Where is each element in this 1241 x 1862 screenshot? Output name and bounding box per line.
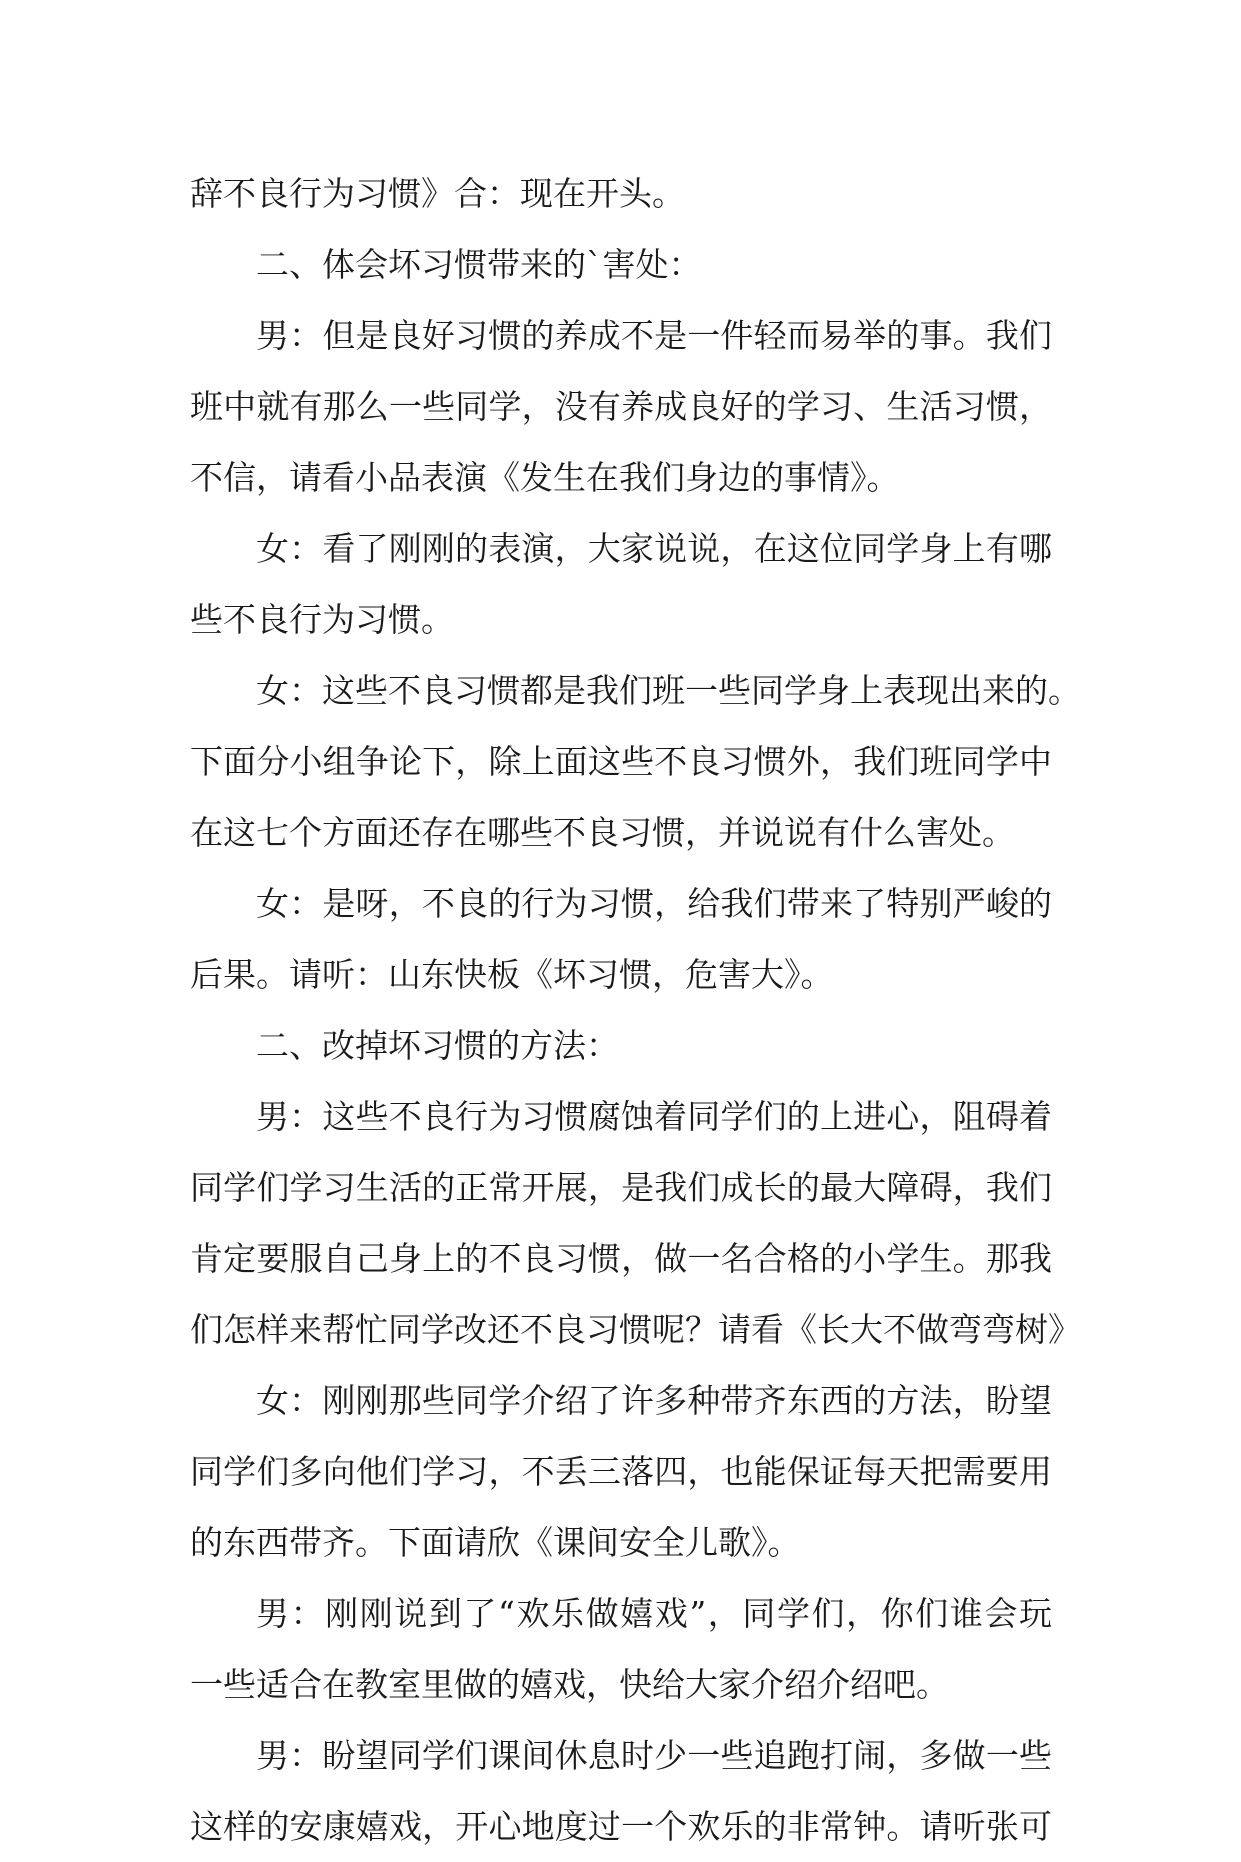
text-line: 在这七个方面还存在哪些不良习惯，并说说有什么害处。 xyxy=(190,813,1015,852)
text-line: 些不良行为习惯。 xyxy=(190,600,454,639)
text-line: 辞不良行为习惯》合：现在开头。 xyxy=(190,174,685,213)
text-line: 男：盼望同学们课间休息时少一些追跑打闹，多做一些 xyxy=(256,1736,1052,1775)
text-line: 男：但是良好习惯的养成不是一件轻而易举的事。我们 xyxy=(256,316,1052,355)
text-line: 下面分小组争论下，除上面这些不良习惯外，我们班同学中 xyxy=(190,742,1052,781)
text-line: 女：这些不良习惯都是我们班一些同学身上表现出来的。 xyxy=(256,671,1081,710)
text-line: 的东西带齐。下面请欣《课间安全儿歌》。 xyxy=(190,1523,801,1562)
text-line: 们怎样来帮忙同学改还不良习惯呢？请看《长大不做弯弯树》 xyxy=(190,1310,1081,1349)
section-heading: 二、改掉坏习惯的方法： xyxy=(256,1026,619,1065)
text-line: 同学们学习生活的正常开展，是我们成长的最大障碍，我们 xyxy=(190,1168,1052,1207)
text-line: 一些适合在教室里做的嬉戏，快给大家介绍介绍吧。 xyxy=(190,1665,949,1704)
text-line: 女：是呀，不良的行为习惯，给我们带来了特别严峻的 xyxy=(256,884,1052,923)
text-line: 这样的安康嬉戏，开心地度过一个欢乐的非常钟。请听张可 xyxy=(190,1807,1052,1846)
section-heading: 二、体会坏习惯带来的`害处： xyxy=(256,245,702,284)
text-line: 男：这些不良行为习惯腐蚀着同学们的上进心，阻碍着 xyxy=(256,1097,1052,1136)
text-line: 女：看了刚刚的表演，大家说说，在这位同学身上有哪 xyxy=(256,529,1052,568)
text-line: 女：刚刚那些同学介绍了许多种带齐东西的方法，盼望 xyxy=(256,1381,1052,1420)
text-line: 同学们多向他们学习，不丢三落四，也能保证每天把需要用 xyxy=(190,1452,1052,1491)
body-text xyxy=(190,158,1081,1862)
text-line: 男：刚刚说到了“欢乐做嬉戏”，同学们，你们谁会玩 xyxy=(256,1594,1052,1633)
text-line: 班中就有那么一些同学，没有养成良好的学习、生活习惯， xyxy=(190,387,1052,426)
text-line: 肯定要服自己身上的不良习惯，做一名合格的小学生。那我 xyxy=(190,1239,1052,1278)
text-line: 不信，请看小品表演《发生在我们身边的事情》。 xyxy=(190,458,900,497)
text-line: 后果。请听：山东快板《坏习惯，危害大》。 xyxy=(190,955,834,994)
